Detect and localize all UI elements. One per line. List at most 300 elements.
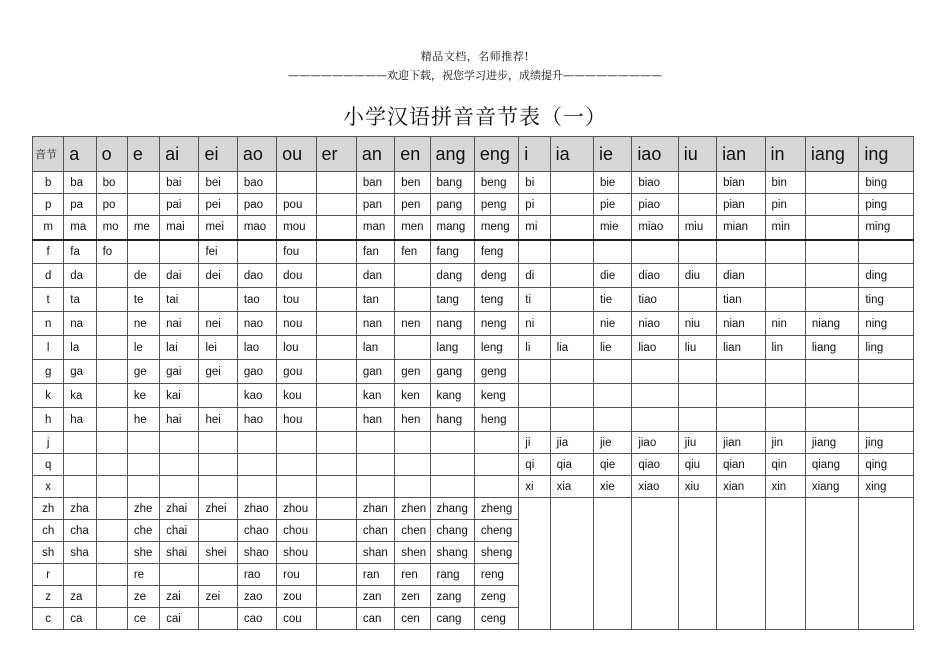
initial-cell: ch — [33, 520, 64, 542]
syllable-cell: shan — [356, 542, 394, 564]
syllable-cell: qiang — [805, 454, 858, 476]
syllable-cell — [632, 408, 678, 432]
syllable-cell: tan — [356, 288, 394, 312]
syllable-cell: tian — [717, 288, 765, 312]
syllable-cell — [859, 384, 914, 408]
syllable-cell — [160, 476, 199, 498]
syllable-cell — [550, 240, 593, 264]
table-header-row — [33, 137, 914, 172]
syllable-cell: mao — [237, 216, 276, 240]
syllable-cell: gao — [237, 360, 276, 384]
syllable-cell: zan — [356, 586, 394, 608]
syllable-cell: pan — [356, 194, 394, 216]
syllable-cell: min — [765, 216, 805, 240]
column-header: iao — [632, 137, 678, 172]
syllable-cell: mian — [717, 216, 765, 240]
syllable-cell: ti — [519, 288, 550, 312]
syllable-cell: xing — [859, 476, 914, 498]
initial-cell: d — [33, 264, 64, 288]
syllable-cell: qi — [519, 454, 550, 476]
table-row — [33, 240, 914, 264]
table-row — [33, 336, 914, 360]
syllable-cell — [199, 432, 237, 454]
table-row — [33, 476, 914, 498]
syllable-cell — [237, 454, 276, 476]
syllable-cell: qiao — [632, 454, 678, 476]
syllable-cell: ma — [64, 216, 96, 240]
syllable-cell: niao — [632, 312, 678, 336]
syllable-cell — [395, 476, 430, 498]
syllable-cell — [316, 172, 356, 194]
syllable-cell: deng — [474, 264, 518, 288]
syllable-cell: nai — [160, 312, 199, 336]
syllable-cell — [474, 454, 518, 476]
syllable-cell: pa — [64, 194, 96, 216]
syllable-cell: lai — [160, 336, 199, 360]
table-row — [33, 498, 914, 520]
syllable-cell: cheng — [474, 520, 518, 542]
syllable-cell — [96, 264, 127, 288]
syllable-cell: bian — [717, 172, 765, 194]
initial-cell: t — [33, 288, 64, 312]
syllable-cell: mi — [519, 216, 550, 240]
syllable-cell: can — [356, 608, 394, 630]
syllable-cell — [64, 454, 96, 476]
syllable-cell: te — [127, 288, 159, 312]
syllable-cell — [199, 564, 237, 586]
syllable-cell — [356, 432, 394, 454]
syllable-cell: peng — [474, 194, 518, 216]
syllable-cell: shao — [237, 542, 276, 564]
syllable-cell: fang — [430, 240, 474, 264]
syllable-cell — [199, 384, 237, 408]
syllable-cell: cha — [64, 520, 96, 542]
syllable-cell: shen — [395, 542, 430, 564]
syllable-cell: ding — [859, 264, 914, 288]
column-header: ie — [593, 137, 631, 172]
syllable-cell — [519, 384, 550, 408]
column-header: ai — [160, 137, 199, 172]
syllable-cell: kang — [430, 384, 474, 408]
syllable-cell: shei — [199, 542, 237, 564]
syllable-cell: zai — [160, 586, 199, 608]
syllable-cell: ke — [127, 384, 159, 408]
syllable-cell: bai — [160, 172, 199, 194]
syllable-cell: cai — [160, 608, 199, 630]
syllable-cell — [160, 240, 199, 264]
table-row — [33, 288, 914, 312]
syllable-cell — [765, 408, 805, 432]
syllable-cell: zhe — [127, 498, 159, 520]
syllable-cell — [805, 384, 858, 408]
syllable-cell: hou — [277, 408, 316, 432]
syllable-cell — [316, 240, 356, 264]
syllable-cell — [127, 432, 159, 454]
syllable-cell — [805, 216, 858, 240]
table-row — [33, 360, 914, 384]
syllable-cell: bei — [199, 172, 237, 194]
syllable-cell: nou — [277, 312, 316, 336]
syllable-cell: ne — [127, 312, 159, 336]
syllable-cell: jian — [717, 432, 765, 454]
syllable-cell — [550, 264, 593, 288]
syllable-cell: liu — [678, 336, 716, 360]
syllable-cell: bin — [765, 172, 805, 194]
column-header: er — [316, 137, 356, 172]
syllable-cell: niang — [805, 312, 858, 336]
empty-block-cell — [678, 498, 716, 630]
empty-block-cell — [859, 498, 914, 630]
syllable-cell: gen — [395, 360, 430, 384]
initial-cell: c — [33, 608, 64, 630]
syllable-cell: bie — [593, 172, 631, 194]
syllable-cell: bing — [859, 172, 914, 194]
table-row — [33, 432, 914, 454]
syllable-cell — [96, 360, 127, 384]
column-header: ia — [550, 137, 593, 172]
syllable-cell: niu — [678, 312, 716, 336]
syllable-cell: teng — [474, 288, 518, 312]
syllable-cell: ling — [859, 336, 914, 360]
syllable-cell: xian — [717, 476, 765, 498]
syllable-cell: chen — [395, 520, 430, 542]
syllable-cell: jin — [765, 432, 805, 454]
syllable-cell: sha — [64, 542, 96, 564]
syllable-cell: chao — [237, 520, 276, 542]
syllable-cell: heng — [474, 408, 518, 432]
syllable-cell — [395, 264, 430, 288]
syllable-cell: zang — [430, 586, 474, 608]
initial-cell: j — [33, 432, 64, 454]
syllable-cell: zei — [199, 586, 237, 608]
syllable-cell: pi — [519, 194, 550, 216]
syllable-cell: miu — [678, 216, 716, 240]
syllable-cell: chou — [277, 520, 316, 542]
syllable-cell — [96, 408, 127, 432]
syllable-cell — [395, 288, 430, 312]
syllable-cell: lou — [277, 336, 316, 360]
empty-block-cell — [717, 498, 765, 630]
syllable-cell: qia — [550, 454, 593, 476]
syllable-cell: zhou — [277, 498, 316, 520]
syllable-cell — [316, 264, 356, 288]
header-welcome-text: —————————欢迎下载，祝您学习进步，成绩提升————————— — [288, 69, 662, 82]
syllable-cell — [356, 454, 394, 476]
syllable-cell: xie — [593, 476, 631, 498]
syllable-cell — [550, 288, 593, 312]
syllable-cell — [96, 476, 127, 498]
syllable-cell: zou — [277, 586, 316, 608]
syllable-cell — [316, 384, 356, 408]
syllable-cell — [316, 336, 356, 360]
syllable-cell — [96, 312, 127, 336]
syllable-cell: ran — [356, 564, 394, 586]
syllable-cell: ren — [395, 564, 430, 586]
syllable-cell — [277, 476, 316, 498]
syllable-cell — [316, 498, 356, 520]
syllable-cell — [160, 564, 199, 586]
syllable-cell: da — [64, 264, 96, 288]
syllable-cell: beng — [474, 172, 518, 194]
syllable-cell — [550, 408, 593, 432]
syllable-cell — [277, 432, 316, 454]
syllable-cell: tao — [237, 288, 276, 312]
syllable-cell — [96, 520, 127, 542]
syllable-cell — [678, 194, 716, 216]
syllable-cell — [199, 476, 237, 498]
syllable-cell: dai — [160, 264, 199, 288]
syllable-cell: keng — [474, 384, 518, 408]
syllable-cell: ming — [859, 216, 914, 240]
syllable-cell: zhao — [237, 498, 276, 520]
syllable-cell — [96, 498, 127, 520]
syllable-cell — [277, 454, 316, 476]
syllable-cell: li — [519, 336, 550, 360]
syllable-cell: tang — [430, 288, 474, 312]
syllable-cell: bao — [237, 172, 276, 194]
syllable-cell: neng — [474, 312, 518, 336]
initial-cell: r — [33, 564, 64, 586]
syllable-cell: zha — [64, 498, 96, 520]
syllable-cell: fen — [395, 240, 430, 264]
syllable-cell: kao — [237, 384, 276, 408]
syllable-cell: hang — [430, 408, 474, 432]
syllable-cell: qiu — [678, 454, 716, 476]
syllable-cell: han — [356, 408, 394, 432]
syllable-cell — [237, 240, 276, 264]
syllable-cell: ca — [64, 608, 96, 630]
page-title: 小学汉语拼音音节表（一） — [343, 105, 607, 129]
syllable-cell — [64, 476, 96, 498]
syllable-cell: chai — [160, 520, 199, 542]
syllable-cell — [64, 432, 96, 454]
syllable-cell: nei — [199, 312, 237, 336]
empty-block-cell — [593, 498, 631, 630]
syllable-cell — [765, 240, 805, 264]
syllable-cell — [356, 476, 394, 498]
syllable-cell: pen — [395, 194, 430, 216]
initial-cell: f — [33, 240, 64, 264]
syllable-cell — [678, 172, 716, 194]
syllable-cell: dan — [356, 264, 394, 288]
syllable-cell — [430, 454, 474, 476]
syllable-cell — [805, 194, 858, 216]
syllable-cell: na — [64, 312, 96, 336]
initial-cell: z — [33, 586, 64, 608]
syllable-cell — [805, 172, 858, 194]
syllable-cell: jiao — [632, 432, 678, 454]
syllable-cell: sheng — [474, 542, 518, 564]
syllable-cell: pin — [765, 194, 805, 216]
syllable-cell: miao — [632, 216, 678, 240]
syllable-cell — [316, 408, 356, 432]
syllable-cell: rou — [277, 564, 316, 586]
syllable-cell: qian — [717, 454, 765, 476]
syllable-cell — [316, 194, 356, 216]
syllable-cell: zen — [395, 586, 430, 608]
column-header: e — [127, 137, 159, 172]
syllable-cell: gan — [356, 360, 394, 384]
syllable-cell: zhen — [395, 498, 430, 520]
syllable-cell: dei — [199, 264, 237, 288]
syllable-cell: geng — [474, 360, 518, 384]
syllable-cell: ni — [519, 312, 550, 336]
syllable-cell — [316, 432, 356, 454]
syllable-cell — [316, 608, 356, 630]
syllable-cell: cang — [430, 608, 474, 630]
syllable-cell: lei — [199, 336, 237, 360]
syllable-cell: feng — [474, 240, 518, 264]
initial-cell: zh — [33, 498, 64, 520]
syllable-cell — [277, 172, 316, 194]
syllable-cell — [160, 432, 199, 454]
table-row — [33, 384, 914, 408]
syllable-cell — [316, 520, 356, 542]
table-row — [33, 216, 914, 240]
syllable-cell — [805, 240, 858, 264]
column-header: eng — [474, 137, 518, 172]
syllable-cell: die — [593, 264, 631, 288]
syllable-cell — [550, 312, 593, 336]
syllable-cell: che — [127, 520, 159, 542]
table-row — [33, 408, 914, 432]
initial-cell: h — [33, 408, 64, 432]
syllable-cell: pei — [199, 194, 237, 216]
column-header: ao — [237, 137, 276, 172]
initial-cell: b — [33, 172, 64, 194]
syllable-cell: mei — [199, 216, 237, 240]
syllable-cell: hei — [199, 408, 237, 432]
syllable-cell — [550, 172, 593, 194]
column-header: ou — [277, 137, 316, 172]
syllable-cell: pie — [593, 194, 631, 216]
syllable-cell — [765, 288, 805, 312]
syllable-cell: qie — [593, 454, 631, 476]
syllable-cell — [805, 360, 858, 384]
syllable-cell — [550, 384, 593, 408]
syllable-cell — [678, 240, 716, 264]
syllable-cell — [430, 432, 474, 454]
syllable-cell: meng — [474, 216, 518, 240]
syllable-cell — [765, 360, 805, 384]
syllable-cell: dang — [430, 264, 474, 288]
syllable-cell: xiao — [632, 476, 678, 498]
corner-header: 音节 — [33, 137, 64, 172]
syllable-cell: ha — [64, 408, 96, 432]
syllable-cell: ba — [64, 172, 96, 194]
syllable-cell: zeng — [474, 586, 518, 608]
syllable-cell: liao — [632, 336, 678, 360]
syllable-cell — [64, 564, 96, 586]
initial-cell: p — [33, 194, 64, 216]
column-header: a — [64, 137, 96, 172]
syllable-cell: qing — [859, 454, 914, 476]
syllable-cell: ken — [395, 384, 430, 408]
syllable-cell: nie — [593, 312, 631, 336]
syllable-cell: ce — [127, 608, 159, 630]
syllable-cell: tou — [277, 288, 316, 312]
syllable-cell — [160, 454, 199, 476]
syllable-cell: ben — [395, 172, 430, 194]
table-row — [33, 172, 914, 194]
syllable-cell — [765, 384, 805, 408]
syllable-cell — [474, 432, 518, 454]
empty-block-cell — [765, 498, 805, 630]
syllable-cell: ji — [519, 432, 550, 454]
syllable-cell: mou — [277, 216, 316, 240]
syllable-cell: dou — [277, 264, 316, 288]
syllable-cell: ceng — [474, 608, 518, 630]
syllable-cell: di — [519, 264, 550, 288]
syllable-cell: xin — [765, 476, 805, 498]
syllable-cell: dian — [717, 264, 765, 288]
empty-block-cell — [550, 498, 593, 630]
syllable-cell: fan — [356, 240, 394, 264]
syllable-cell — [96, 586, 127, 608]
table-row — [33, 264, 914, 288]
syllable-table — [32, 136, 914, 630]
syllable-cell — [678, 360, 716, 384]
syllable-cell: lian — [717, 336, 765, 360]
syllable-cell: za — [64, 586, 96, 608]
syllable-cell: xiang — [805, 476, 858, 498]
syllable-cell — [237, 476, 276, 498]
syllable-cell — [127, 476, 159, 498]
syllable-cell: pian — [717, 194, 765, 216]
column-header: in — [765, 137, 805, 172]
syllable-cell: lao — [237, 336, 276, 360]
syllable-cell — [550, 216, 593, 240]
syllable-cell: lang — [430, 336, 474, 360]
syllable-cell: mie — [593, 216, 631, 240]
syllable-cell: zhang — [430, 498, 474, 520]
table-row — [33, 454, 914, 476]
column-header: ian — [717, 137, 765, 172]
syllable-cell: xi — [519, 476, 550, 498]
syllable-cell: chan — [356, 520, 394, 542]
syllable-cell: bo — [96, 172, 127, 194]
syllable-cell — [199, 608, 237, 630]
syllable-cell: le — [127, 336, 159, 360]
empty-block-cell — [519, 498, 550, 630]
column-header: ei — [199, 137, 237, 172]
syllable-cell: leng — [474, 336, 518, 360]
syllable-cell — [678, 408, 716, 432]
syllable-cell — [593, 408, 631, 432]
syllable-cell: rang — [430, 564, 474, 586]
syllable-cell: reng — [474, 564, 518, 586]
initial-cell: x — [33, 476, 64, 498]
syllable-cell — [519, 360, 550, 384]
syllable-cell — [316, 288, 356, 312]
syllable-cell: shai — [160, 542, 199, 564]
column-header: an — [356, 137, 394, 172]
syllable-cell: lie — [593, 336, 631, 360]
syllable-cell: rao — [237, 564, 276, 586]
syllable-cell — [127, 240, 159, 264]
syllable-cell: ta — [64, 288, 96, 312]
syllable-cell — [805, 264, 858, 288]
column-header: o — [96, 137, 127, 172]
syllable-cell: mai — [160, 216, 199, 240]
syllable-cell: nian — [717, 312, 765, 336]
syllable-cell — [593, 360, 631, 384]
syllable-cell — [237, 432, 276, 454]
syllable-cell: nao — [237, 312, 276, 336]
column-header: ang — [430, 137, 474, 172]
syllable-cell: gou — [277, 360, 316, 384]
syllable-cell — [316, 476, 356, 498]
